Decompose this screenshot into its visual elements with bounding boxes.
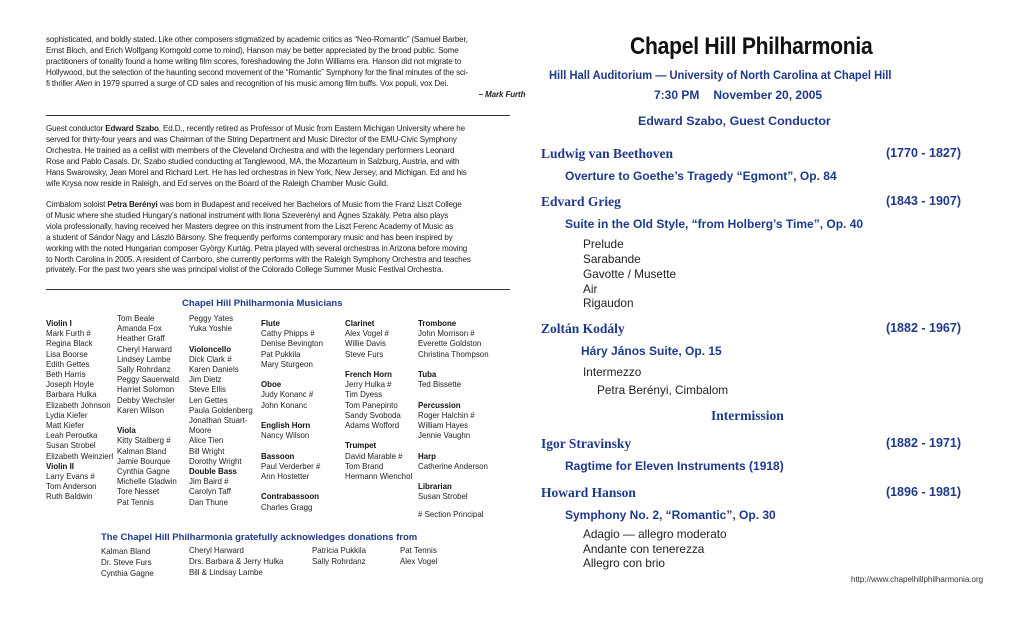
section-heading: Bassoon (261, 450, 295, 461)
movement: Sarabande (583, 252, 641, 266)
musicians-column (46, 318, 113, 502)
musician-name (418, 471, 489, 481)
musicians-column (189, 313, 253, 507)
musician-name: Elizabeth Weinzierl (46, 450, 114, 461)
composer-beethoven: Ludwig van Beethoven (1770 - 1827) (541, 146, 961, 161)
section-heading: Librarian (418, 481, 452, 492)
movement: Gavotte / Musette (583, 267, 677, 281)
musician-name (261, 481, 323, 491)
musician-name: Bill Wright (189, 445, 225, 456)
program-notes (46, 34, 526, 99)
musician-name: Tore Nesset (117, 486, 160, 497)
musician-name: Alice Tien (189, 435, 224, 446)
musician-name: Larry Evans # (46, 471, 95, 482)
donors-title: The Chapel Hill Philharmonia gratefully acknowledges donations from (101, 532, 418, 543)
musician-name: David Marable # (345, 450, 403, 461)
section-heading: French Horn (345, 369, 392, 380)
work-romantic: Symphony No. 2, “Romantic”, Op. 30 (565, 508, 776, 522)
donor-name: Sally Rohrdanz (312, 556, 366, 566)
musician-name: John Morrison # (418, 328, 475, 339)
musician-name: Debby Wechsler (117, 394, 175, 405)
concert-date: November 20, 2005 (713, 88, 823, 102)
musician-name (189, 333, 253, 343)
musician-name: Willie Davis (345, 338, 386, 349)
musician-name: Judy Konanc # (261, 389, 314, 400)
movement: Adagio — allegro moderato (583, 527, 727, 541)
musician-name: Tom Beale (117, 313, 155, 323)
bio-line: to North Carolina in 2005. A resident of Carrboro, she currently performs with the Raleigh Symphony Orchestra and teaches (46, 253, 471, 264)
musician-name: Kitty Stalberg # (117, 435, 171, 446)
musician-name: Susan Strobel (46, 440, 96, 451)
musician-name: Jim Baird # (189, 476, 229, 487)
donor-name: Bill & Lindsay Lambe (189, 567, 263, 577)
musicians-title: Chapel Hill Philharmonia Musicians (182, 298, 343, 309)
musician-name: Lydia Kiefer (46, 409, 88, 420)
musician-name (261, 410, 323, 420)
musician-name: Edith Gettes (46, 358, 90, 369)
musician-name: Yuka Yoshie (189, 323, 233, 334)
musician-name: Len Gettes (189, 394, 228, 405)
musician-name: Cynthia Gagne (117, 466, 170, 477)
bio-line: working with the noted Hungarian composer György Kurtág. Petra played with several orchestras in Arizona before moving (46, 242, 468, 253)
guest-conductor: Edward Szabo, Guest Conductor (638, 114, 831, 128)
donor-name: Pat Tennis (400, 545, 437, 555)
musician-name: Steve Furs (345, 348, 384, 359)
bio-line: a student of Sándor Nagy and László Bársony. She frequently performs contemporary music and has been inspired by (46, 231, 453, 242)
bio-person-name: Edward Szabo (105, 123, 159, 133)
musician-name: Jennie Vaughn (418, 430, 471, 441)
musician-name (117, 415, 179, 425)
musician-name: Everette Goldston (418, 338, 482, 349)
musician-name: Steve Ellis (189, 384, 226, 395)
conductor-bio (46, 123, 497, 188)
musician-name: Karen Wilson (117, 404, 165, 415)
musician-name: Sally Rohrdanz (117, 364, 171, 375)
notes-line: practitioners of tonality found a home writing film scores, foreshadowing the John Williams era. Hanson did not migrate to (46, 55, 462, 66)
musician-name: Ted Bissette (418, 379, 462, 390)
musician-name: Paula Goldenberg (189, 404, 253, 415)
musician-name: Mark Furth # (46, 328, 91, 339)
musician-name: Nancy Wilson (261, 430, 310, 441)
musician-name: Dan Thune (189, 496, 228, 507)
musician-name: Pat Pukkila (261, 348, 301, 359)
musicians-column (345, 318, 412, 481)
work-ragtime: Ragtime for Eleven Instruments (1918) (565, 459, 784, 473)
musicians-column (418, 318, 489, 502)
bio-line: Orchestra. He trained as a cellist with members of the Cleveland Orchestra and with the legendary performers Leonard (46, 144, 455, 155)
composer-stravinsky: Igor Stravinsky (1882 - 1971) (541, 436, 961, 451)
composer-hanson: Howard Hanson (1896 - 1981) (541, 485, 961, 500)
bio-line: Hans Swarowsky, Jean Morel and Richard Lert. He has led orchestras in New York, New Jersey, and Michigan. Ed and his (46, 166, 467, 177)
bio-person-name: Petra Berényi (107, 199, 158, 209)
musician-name: Moore (189, 425, 212, 436)
musicians-column (117, 313, 179, 507)
musician-name: Amanda Fox (117, 323, 162, 334)
hanson-notes (46, 34, 526, 99)
musician-name: Tom Brand (345, 460, 384, 471)
musician-name: Peggy Sauerwald (117, 374, 179, 385)
section-heading: Harp (418, 450, 437, 461)
donor-name: Cheryl Harward (189, 545, 244, 555)
musician-name: Lisa Boorse (46, 348, 88, 359)
musician-name: Tom Anderson (46, 481, 97, 492)
bio-line: Rose and Pablo Casals. Dr. Szabo studied conducting at Tanglewood, MA, the Mozarteum in Salzburg, Austria, and with (46, 155, 460, 166)
soloist-bio (46, 199, 497, 275)
musician-name (418, 389, 489, 399)
donor-name: Cynthia Gagne (101, 568, 154, 578)
musician-name: Elizabeth Johnson (46, 399, 111, 410)
musician-name (418, 440, 489, 450)
work-hary-janos: Háry János Suite, Op. 15 (581, 344, 722, 358)
section-heading: Violin II (46, 460, 74, 471)
bio-line: served for thirty-four years and was Chairman of the String Department and Music Director of the EMU-Civic Symphony (46, 133, 457, 144)
notes-signature: – Mark Furth (478, 88, 526, 99)
musician-name: Peggy Yates (189, 313, 234, 323)
work-egmont: Overture to Goethe’s Tragedy “Egmont”, Op. 84 (565, 169, 837, 183)
composer-grieg: Edvard Grieg (1843 - 1907) (541, 194, 961, 209)
movement: Air (583, 282, 598, 296)
musician-name: Lindsey Lambe (117, 353, 171, 364)
musician-name: Tim Dyess (345, 389, 383, 400)
principal-note: # Section Principal (418, 509, 484, 519)
musician-name: Susan Strobel (418, 491, 468, 502)
musician-name: Heather Graff (117, 333, 165, 344)
musician-name: Christina Thompson (418, 348, 489, 359)
donor-name: Drs. Barbara & Jerry Hulka (189, 556, 284, 566)
concert-time: 7:30 PM November 20, 2005 (654, 88, 823, 102)
donor-name: Kalman Bland (101, 546, 151, 556)
musician-name: Hermann Wienchol (345, 471, 413, 482)
musician-name: Leah Peroutka (46, 430, 98, 441)
musician-name: Carolyn Taff (189, 486, 231, 497)
section-heading: Clarinet (345, 318, 375, 328)
musician-name: Kalman Bland (117, 445, 167, 456)
musician-name: Mary Sturgeon (261, 358, 313, 369)
musician-name: Adams Wofford (345, 420, 400, 431)
bio-line: Cimbalom soloist Petra Berényi was born in Budapest and received her Bachelors of Music from the Franz Liszt College (46, 199, 462, 209)
donors-column (400, 545, 437, 567)
venue: Hill Hall Auditorium — University of North Carolina at Chapel Hill (549, 68, 892, 82)
section-heading: Trombone (418, 318, 457, 328)
section-heading: English Horn (261, 420, 311, 431)
orchestra-title: Chapel Hill Philharmonia (630, 33, 873, 60)
musician-name: William Hayes (418, 420, 469, 431)
musician-name: Denise Bevington (261, 338, 323, 349)
section-heading: Oboe (261, 379, 282, 390)
notes-line: Hollywood, but the selection of the haunting second movement of the “Romantic” Symphony for the final minutes of the sci- (46, 66, 469, 77)
movement: Rigaudon (583, 296, 634, 310)
musician-name: Barbara Hulka (46, 389, 97, 400)
musician-name: John Konanc (261, 399, 308, 410)
musician-name: Jonathan Stuart- (189, 415, 248, 426)
movement: Andante con tenerezza (583, 542, 705, 556)
musician-name: Jamie Bourque (117, 455, 171, 466)
musician-name: Charles Gragg (261, 501, 313, 512)
musician-name: Dorothy Wright (189, 455, 242, 466)
musician-name: Joseph Hoyle (46, 379, 94, 390)
musician-name: Alex Vogel # (345, 328, 389, 339)
musician-name (261, 440, 323, 450)
notes-line: sophisticated, and boldly stated. Like other composers stigmatized by academic critics as “Neo-Romantic” (Samuel Barber, (46, 34, 468, 44)
donor-name: Dr. Steve Furs (101, 557, 152, 567)
bio-line: Guest conductor Edward Szabo, Ed.D., recently retired as Professor of Music from Eastern Michigan University where he (46, 123, 466, 133)
movement: Intermezzo (583, 365, 642, 379)
musician-name: Catherine Anderson (418, 460, 488, 471)
musician-name (345, 430, 412, 440)
divider (46, 115, 510, 116)
musician-name: Roger Halchin # (418, 409, 475, 420)
section-heading: Double Bass (189, 466, 237, 477)
donor-name: Patricia Pukkila (312, 545, 367, 555)
notes-line: fi thriller Alien in 1979 spurred a surge of CD sales and recognition of his music among film buffs. Vox populi, vox Dei. (46, 77, 449, 88)
musician-name: Michelle Gladwin (117, 476, 177, 487)
musicians-column (261, 318, 323, 512)
soloist: Petra Berényi, Cimbalom (597, 383, 729, 397)
bio-line: wife Krysa now reside in Raleigh, and Ed serves on the Board of the Raleigh Chamber Music Guild. (46, 177, 389, 188)
bio-line: viola professionally, having received her Masters degree on this instrument from the Liszt Ferenc Academy of Music as (46, 220, 454, 231)
section-heading: Flute (261, 318, 280, 328)
musician-name: Ruth Baldwin (46, 491, 93, 502)
section-heading: Trumpet (345, 440, 377, 451)
musician-name: Jerry Hulka # (345, 379, 392, 390)
section-heading: Viola (117, 425, 136, 436)
musician-name: Sandy Svoboda (345, 409, 401, 420)
musician-name: Ann Hostetter (261, 471, 310, 482)
musician-name: Cathy Phipps # (261, 328, 315, 339)
musician-name (418, 359, 489, 369)
musician-name: Matt Kiefer (46, 420, 85, 431)
musician-name: Regina Black (46, 338, 93, 349)
musician-name: Karen Daniels (189, 364, 239, 375)
musician-name (345, 359, 412, 369)
bio-line: privately. For the past two years she was principal violist of the Colorado College Summer Music Festival Orchestra. (46, 264, 444, 275)
intermission: Intermission (711, 408, 784, 423)
website-link[interactable]: http://www.chapelhillphilharmonia.org (851, 575, 984, 584)
notes-line: Ernst Bloch, and Erich Wolfgang Korngold come to mind), Hanson may be better appreciated by the broad public. Some (46, 44, 459, 55)
musician-name: Paul Verderber # (261, 460, 321, 471)
musician-name: Beth Harris (46, 369, 86, 380)
work-holberg: Suite in the Old Style, “from Holberg’s Time”, Op. 40 (565, 217, 864, 231)
donors-column (189, 545, 283, 578)
donors-column (312, 545, 366, 567)
movement: Prelude (583, 237, 624, 251)
musician-name (261, 369, 323, 379)
divider (46, 289, 510, 290)
musician-name: Tom Panepinto (345, 399, 398, 410)
section-heading: Violin I (46, 318, 72, 328)
composer-kodaly: Zoltán Kodály (1882 - 1967) (541, 321, 961, 336)
musician-name: Pat Tennis (117, 496, 154, 507)
section-heading: Violoncello (189, 343, 232, 354)
musician-name: Jim Dietz (189, 374, 222, 385)
section-heading: Contrabassoon (261, 491, 319, 502)
donor-name: Alex Vogel (400, 556, 438, 566)
musician-name: Harriet Solomon (117, 384, 175, 395)
bio-line: of Music where she studied Hungary’s national instrument with Ilona Szeverényi and Ágnes Szakály. Petra also plays (46, 209, 449, 220)
section-heading: Tuba (418, 369, 437, 380)
section-heading: Percussion (418, 399, 461, 410)
donors-column (101, 546, 154, 579)
film-title: Alien (74, 77, 93, 88)
movement: Allegro con brio (583, 556, 665, 570)
musician-name: Cheryl Harward (117, 343, 172, 354)
musician-name: Dick Clark # (189, 353, 232, 364)
